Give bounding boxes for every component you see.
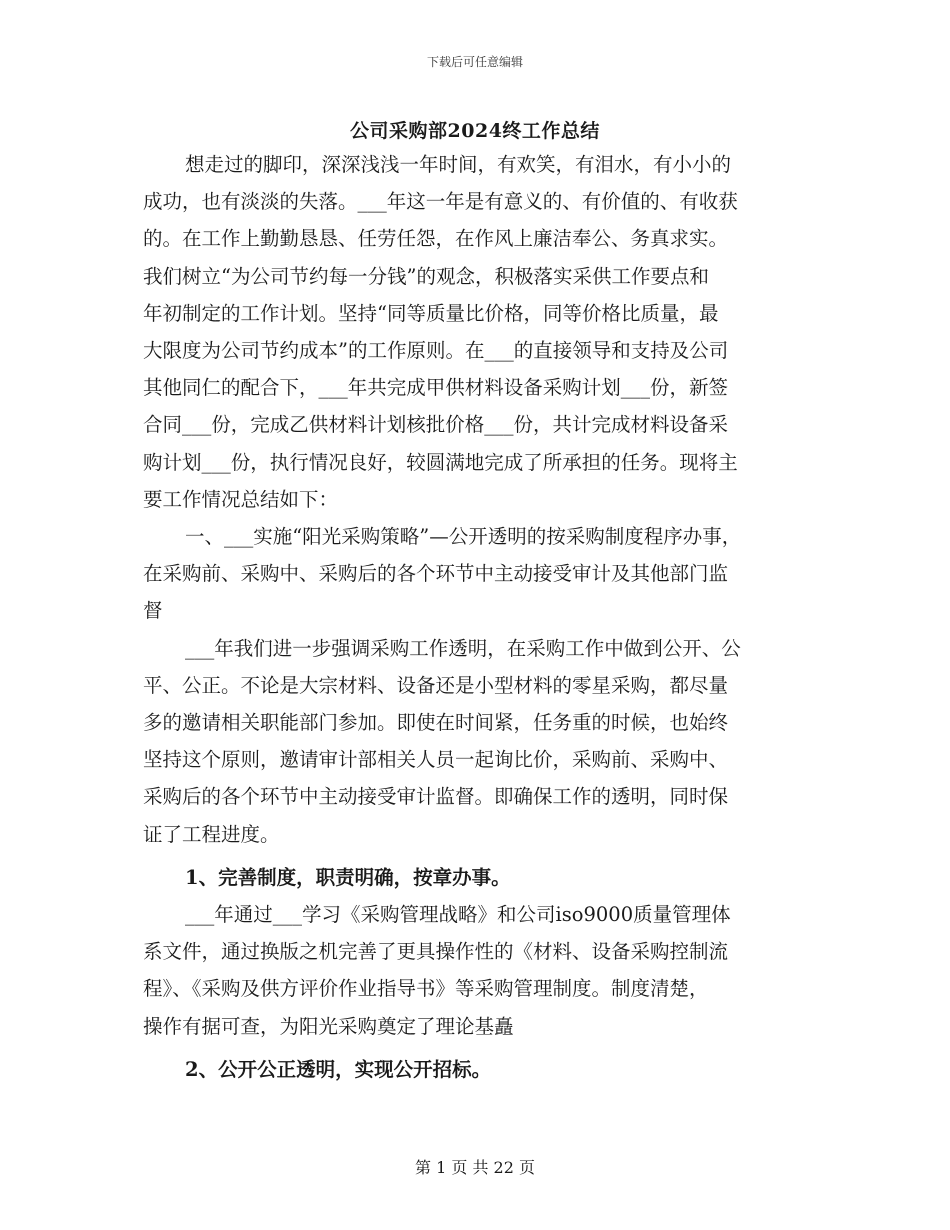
paragraph-line: 系文件，通过换版之机完善了更具操作性的《材料、设备采购控制流: [143, 940, 729, 964]
paragraph-line: 成功，也有淡淡的失落。___年这一年是有意义的、有价值的、有收获: [143, 190, 738, 214]
section-heading-line: 一、___实施“阳光采购策略”—公开透明的按采购制度程序办事，: [185, 525, 742, 549]
paragraph-line: 证了工程进度。: [143, 822, 280, 846]
section-heading-line: 在采购前、采购中、采购后的各个环节中主动接受审计及其他部门监: [143, 562, 729, 586]
document-title: 公司采购部2024终工作总结: [350, 120, 600, 142]
paragraph-line: 我们树立“为公司节约每一分钱”的观念，积极落实采供工作要点和: [143, 264, 709, 288]
paragraph-line: 多的邀请相关职能部门参加。即使在时间紧，任务重的时候，也始终: [143, 711, 729, 735]
paragraph-line: 操作有据可查，为阳光采购奠定了理论基矗: [143, 1014, 514, 1038]
paragraph-line: 购计划___份，执行情况良好，较圆满地完成了所承担的任务。现将主: [143, 450, 738, 474]
document-body: [143, 146, 813, 1088]
paragraph-line: 坚持这个原则，邀请审计部相关人员一起询比价，采购前、采购中、: [143, 748, 729, 772]
page-number-footer: 第 1 页 共 22 页: [415, 1158, 535, 1177]
paragraph-line: 年初制定的工作计划。坚持“同等质量比价格，同等价格比质量，最: [143, 301, 719, 325]
paragraph-line: 程》、《采购及供方评价作业指导书》等采购管理制度。制度清楚，: [143, 977, 709, 1001]
subsection-heading: 2、公开公正透明，实现公开招标。: [185, 1057, 492, 1081]
paragraph-line: 采购后的各个环节中主动接受审计监督。即确保工作的透明，同时保: [143, 785, 729, 809]
paragraph-line: 平、公正。不论是大宗材料、设备还是小型材料的零星采购，都尽量: [143, 673, 729, 697]
paragraph-line: 其他同仁的配合下，___年共完成甲供材料设备采购计划___份，新签: [143, 376, 729, 400]
paragraph-line: ___年我们进一步强调采购工作透明，在采购工作中做到公开、公: [185, 636, 741, 660]
paragraph-line: 合同___份，完成乙供材料计划核批价格___份，共计完成材料设备采: [143, 413, 729, 437]
paragraph-line: 要工作情况总结如下：: [143, 487, 339, 511]
paragraph-line: ___年通过___学习《采购管理战略》和公司iso9000质量管理体: [185, 903, 731, 927]
paragraph-line: 大限度为公司节约成本”的工作原则。在___的直接领导和支持及公司: [143, 339, 729, 363]
section-heading-line: 督: [143, 599, 163, 623]
subsection-heading: 1、完善制度，职责明确，按章办事。: [185, 865, 511, 889]
paragraph-line: 的。在工作上勤勤恳恳、任劳任怨，在作风上廉洁奉公、务真求实。: [143, 227, 729, 251]
page-header-note: 下载后可任意编辑: [426, 55, 523, 69]
paragraph-line: 想走过的脚印，深深浅浅一年时间，有欢笑，有泪水，有小小的: [185, 153, 732, 176]
